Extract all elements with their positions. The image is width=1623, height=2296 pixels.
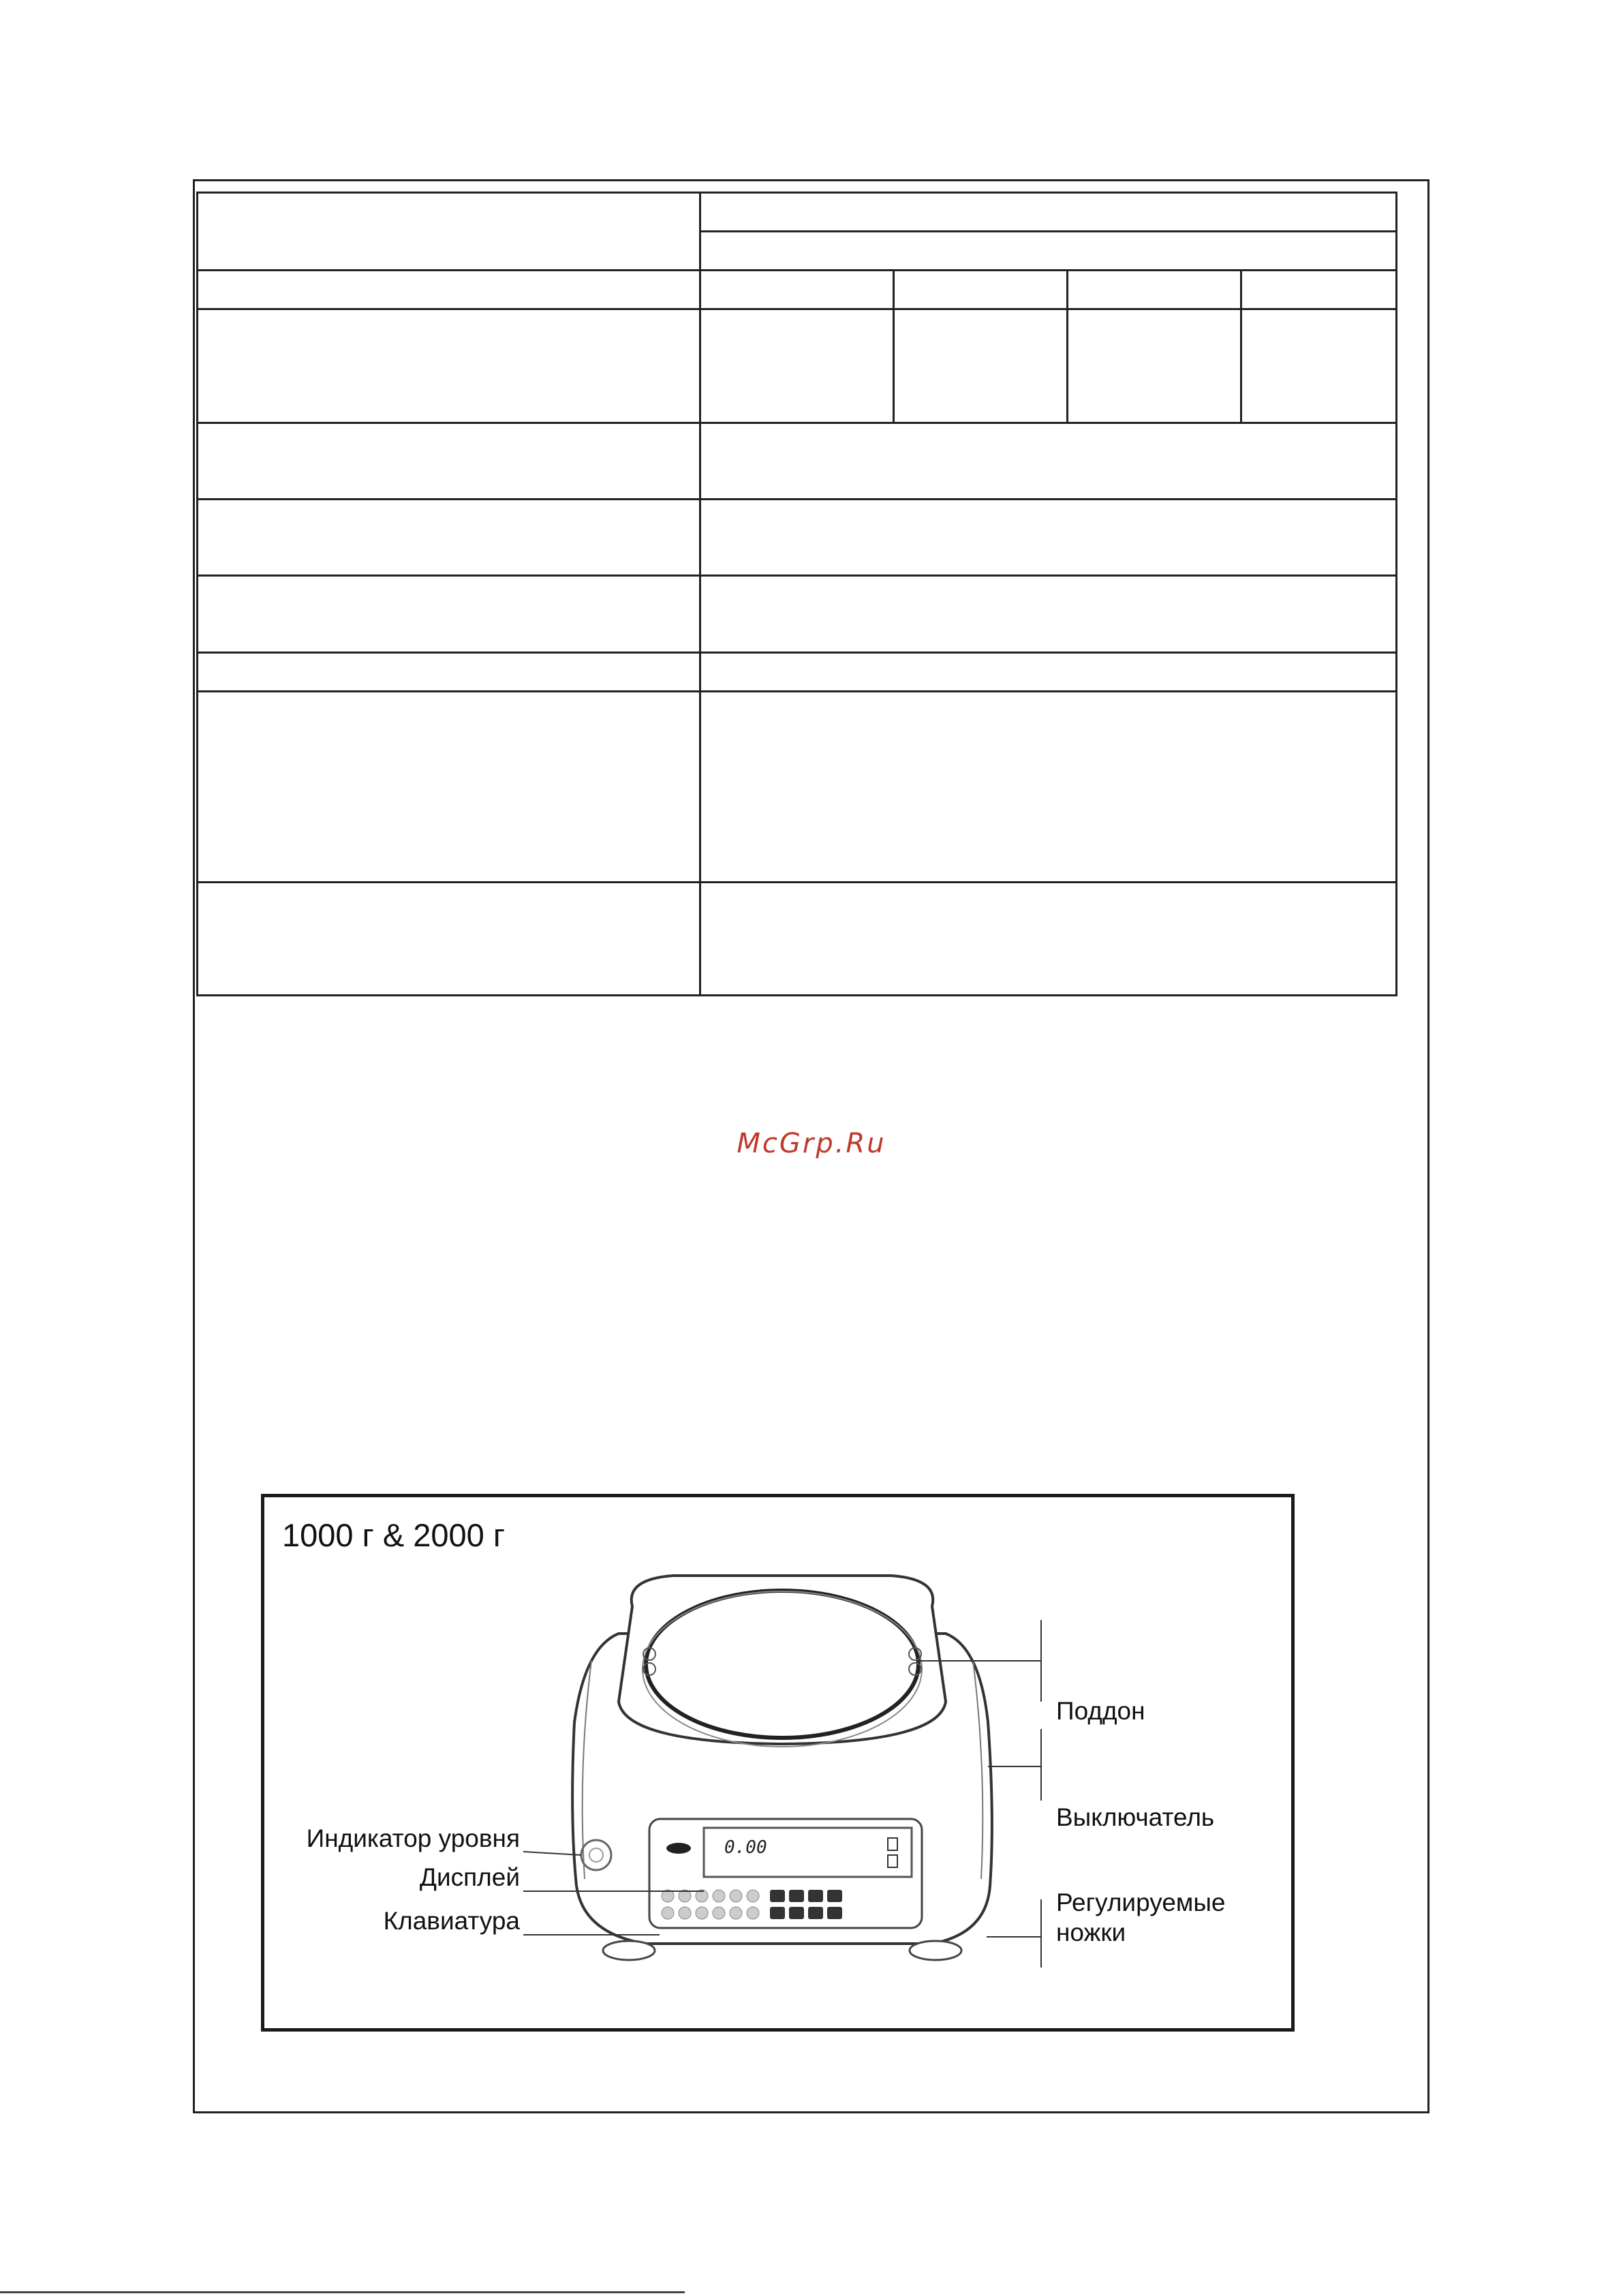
table-cell (894, 271, 1068, 309)
table-cell (894, 309, 1068, 423)
table-row (198, 576, 1397, 652)
table-cell (198, 576, 700, 652)
table-cell (700, 652, 1397, 691)
table-cell (198, 193, 700, 271)
table-row (198, 691, 1397, 882)
scale-figure (261, 1494, 1295, 2032)
table-cell (1068, 309, 1241, 423)
table-cell (198, 500, 700, 576)
table-row (198, 271, 1397, 309)
table-cell (1068, 271, 1241, 309)
table-cell (1241, 271, 1397, 309)
label-pan: Поддон (1056, 1697, 1145, 1725)
bottom-rule (0, 2291, 685, 2293)
table-cell (198, 882, 700, 995)
table-cell (198, 691, 700, 882)
table-cell (198, 423, 700, 499)
table-cell (700, 691, 1397, 882)
table-cell (700, 576, 1397, 652)
table-row (198, 423, 1397, 499)
table-row (198, 652, 1397, 691)
label-adjustable-feet: Регулируемые ножки (1056, 1888, 1226, 1946)
level-indicator-icon (581, 1840, 611, 1870)
adjustable-foot (603, 1941, 655, 1960)
table-row (198, 309, 1397, 423)
table-row (198, 500, 1397, 576)
table-cell (198, 271, 700, 309)
display-readout: 0.00 (724, 1837, 767, 1858)
label-power-switch: Выключатель (1056, 1803, 1215, 1831)
spec-table (196, 192, 1397, 996)
label-level-indicator: Индикатор уровня (306, 1824, 520, 1852)
table-cell (700, 309, 894, 423)
table-cell (700, 882, 1397, 995)
table-row (198, 882, 1397, 995)
table-cell (700, 193, 1397, 232)
table-cell (700, 271, 894, 309)
table-cell (198, 652, 700, 691)
table-cell (1241, 309, 1397, 423)
adjustable-foot (910, 1941, 961, 1960)
watermark: McGrp.Ru (737, 1128, 886, 1159)
brand-logo-icon (666, 1843, 691, 1854)
table-cell (700, 232, 1397, 271)
table-cell (700, 500, 1397, 576)
table-row (198, 193, 1397, 232)
figure-title: 1000 г & 2000 г (282, 1517, 505, 1553)
label-display: Дисплей (419, 1863, 520, 1891)
table-cell (198, 309, 700, 423)
scale-illustration (264, 1497, 1291, 2028)
table-cell (700, 423, 1397, 499)
label-keypad: Клавиатура (383, 1907, 520, 1935)
